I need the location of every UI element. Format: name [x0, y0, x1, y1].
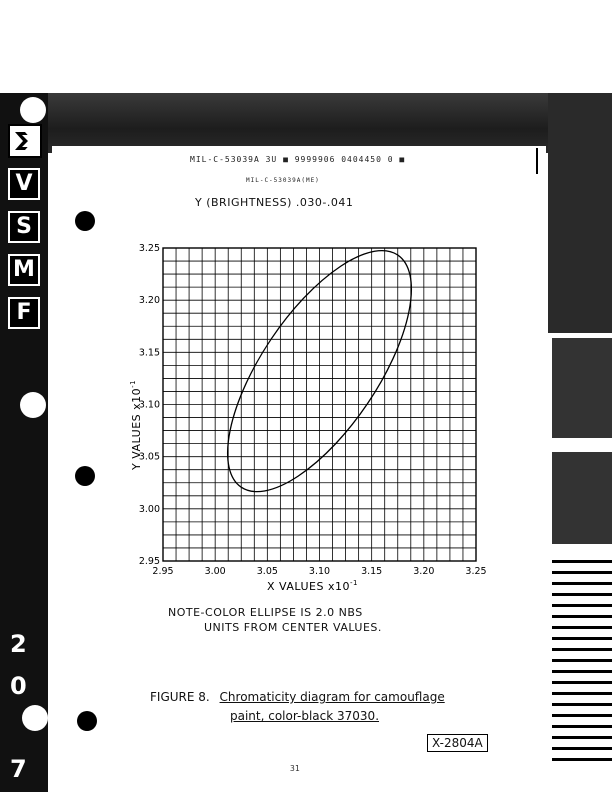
y-tick-label: 3.05	[138, 451, 160, 463]
y-tick-label: 3.10	[138, 399, 160, 411]
side-digit: 2	[10, 630, 27, 658]
side-label: F	[8, 297, 40, 329]
side-label: S	[8, 211, 40, 243]
y-tick-label: 3.20	[138, 295, 160, 307]
y-tick-label: 3.25	[138, 243, 160, 254]
y-axis-label: Y VALUES $x10^{-1}$	[129, 379, 143, 470]
figure-title-line2: paint, color-black 37030.	[230, 709, 380, 723]
spec-header-line1: MIL-C-53039A 3U ■ 9999906 0404450 0 ■	[190, 155, 406, 164]
figure-label: FIGURE 8.	[150, 690, 210, 704]
y-tick-label: 2.95	[138, 556, 160, 567]
y-tick-label: 3.00	[138, 503, 160, 515]
x-tick-label: 2.95	[152, 566, 174, 577]
side-label: M	[8, 254, 40, 286]
note-line2: UNITS FROM CENTER VALUES.	[204, 621, 382, 634]
x-tick-label: 3.05	[256, 566, 278, 577]
figure-title: Chromaticity diagram for camouflage	[219, 690, 445, 704]
spec-header-line2: MIL-C-53039A(ME)	[246, 177, 320, 184]
x-tick-label: 3.10	[308, 566, 331, 577]
y-tick-label: 3.15	[138, 347, 160, 359]
page-number: 31	[290, 764, 300, 773]
x-tick-label: 3.20	[413, 566, 435, 577]
x-axis-label: X VALUES $x10^{-1}$	[267, 579, 358, 593]
side-digit: 7	[10, 755, 27, 783]
document-id: X-2804A	[427, 734, 488, 752]
x-tick-label: 3.15	[361, 566, 383, 577]
x-tick-labels	[152, 566, 486, 577]
chart-title: Y (BRIGHTNESS) .030-.041	[195, 196, 354, 209]
side-label: V	[8, 168, 40, 200]
x-tick-label: 3.25	[465, 566, 487, 577]
side-digit: 0	[10, 672, 27, 700]
figure-caption	[150, 690, 445, 704]
x-tick-label: 3.00	[204, 566, 226, 577]
note-line1: NOTE-COLOR ELLIPSE IS 2.0 NBS	[168, 606, 363, 619]
grid	[163, 248, 476, 561]
